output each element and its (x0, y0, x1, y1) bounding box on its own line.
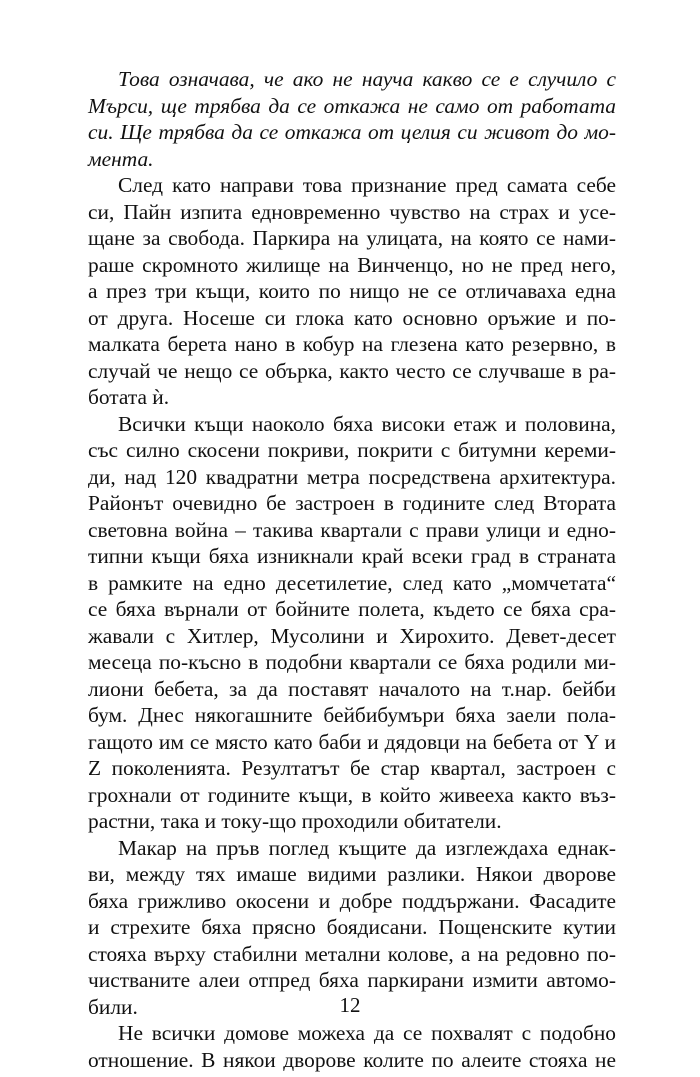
paragraph (88, 66, 616, 172)
text-line: типни къщи бяха изникнали край всеки град в страната (88, 544, 616, 568)
text-line: жавали с Хитлер, Мусолини и Хирохито. Девет-десет (88, 623, 616, 648)
text-line: световна война – такива квартали с прави улици и едно- (88, 517, 616, 542)
text-line: раше скромното жилище на Винченцо, но не пред него, (88, 252, 616, 277)
paragraph (88, 411, 616, 835)
text-line: случай че нещо се обърка, както често се случваше в ра- (88, 358, 616, 383)
text-line: месеца по-късно в подобни квартали се бяха родили ми- (88, 650, 616, 674)
text-line: Не всички домове можеха да се похвалят с подобно (118, 1021, 616, 1045)
text-line: отношение. В някои дворове колите по алеите стояха не (88, 1047, 616, 1072)
text-line: Това означава, че ако не науча какво се е случило с (118, 67, 616, 91)
text-line: Z поколенията. Резултатът бе стар квартал, застроен с (88, 756, 616, 780)
text-line: бум. Днес някогашните бейбибумъри бяха заели пола- (88, 703, 616, 727)
text-line: щане за свобода. Паркира на улицата, на която се нами- (88, 226, 616, 250)
text-line: чистваните алеи отпред бяха паркирани измити автомо- (88, 968, 616, 992)
text-line: се бяха върнали от бойните полета, където се бяха сра- (88, 597, 616, 621)
text-line: ви, между тях имаше видими разлики. Някои дворове (88, 862, 616, 886)
text-line: стояха върху стабилни метални колове, а на редовно по- (88, 941, 616, 966)
text-line: гащото им се място като баби и дядовци на бебета от Y и (88, 729, 616, 754)
text-line: в рамките на едно десетилетие, след като „момчетата“ (88, 570, 616, 595)
text-line: били. (88, 994, 138, 1019)
body-text (88, 66, 616, 1073)
text-line: със силно скосени покриви, покрити с битумни кереми- (88, 438, 616, 462)
text-line: малката берета нано в кобур на глезена като резервно, в (88, 332, 616, 356)
text-line: ди, над 120 квадратни метра посредствена архитектура. (88, 464, 616, 489)
text-line: Мърси, ще трябва да се откажа не само от работата (88, 93, 616, 118)
text-line: ботата ѝ. (88, 385, 170, 409)
text-line: Всички къщи наоколо бяха високи етаж и половина, (118, 411, 616, 436)
text-line: грохнали от годините къщи, в който живееха както въз- (88, 782, 616, 807)
text-line: а през три къщи, които по нищо не се отличаваха една (88, 279, 616, 303)
paragraph (88, 172, 616, 411)
text-line: лиони бебета, за да поставят началото на т.нар. бейби (88, 676, 616, 701)
text-line: от друга. Носеше си глока като основно оръжие и по- (88, 305, 616, 330)
text-line: бяха грижливо окосени и добре поддържани. Фасадите (88, 888, 616, 913)
text-line: След като направи това признание пред самата себе (118, 173, 616, 197)
text-line: си, Пайн изпита едновременно чувство на страх и усе- (88, 199, 616, 224)
text-line: растни, така и току-що проходили обитатели. (88, 809, 502, 833)
text-line: Макар на пръв поглед къщите да изглеждаха еднак- (118, 835, 616, 860)
text-line: и стрехите бяха прясно боядисани. Пощенските кутии (88, 915, 616, 939)
paragraph (88, 1020, 616, 1073)
text-line: мента. (88, 146, 154, 171)
text-line: си. Ще трябва да се откажа от целия си живот до мо- (88, 120, 616, 144)
page-number: 12 (339, 993, 361, 1017)
text-line: Районът очевидно бе застроен в годините след Втората (88, 491, 616, 515)
